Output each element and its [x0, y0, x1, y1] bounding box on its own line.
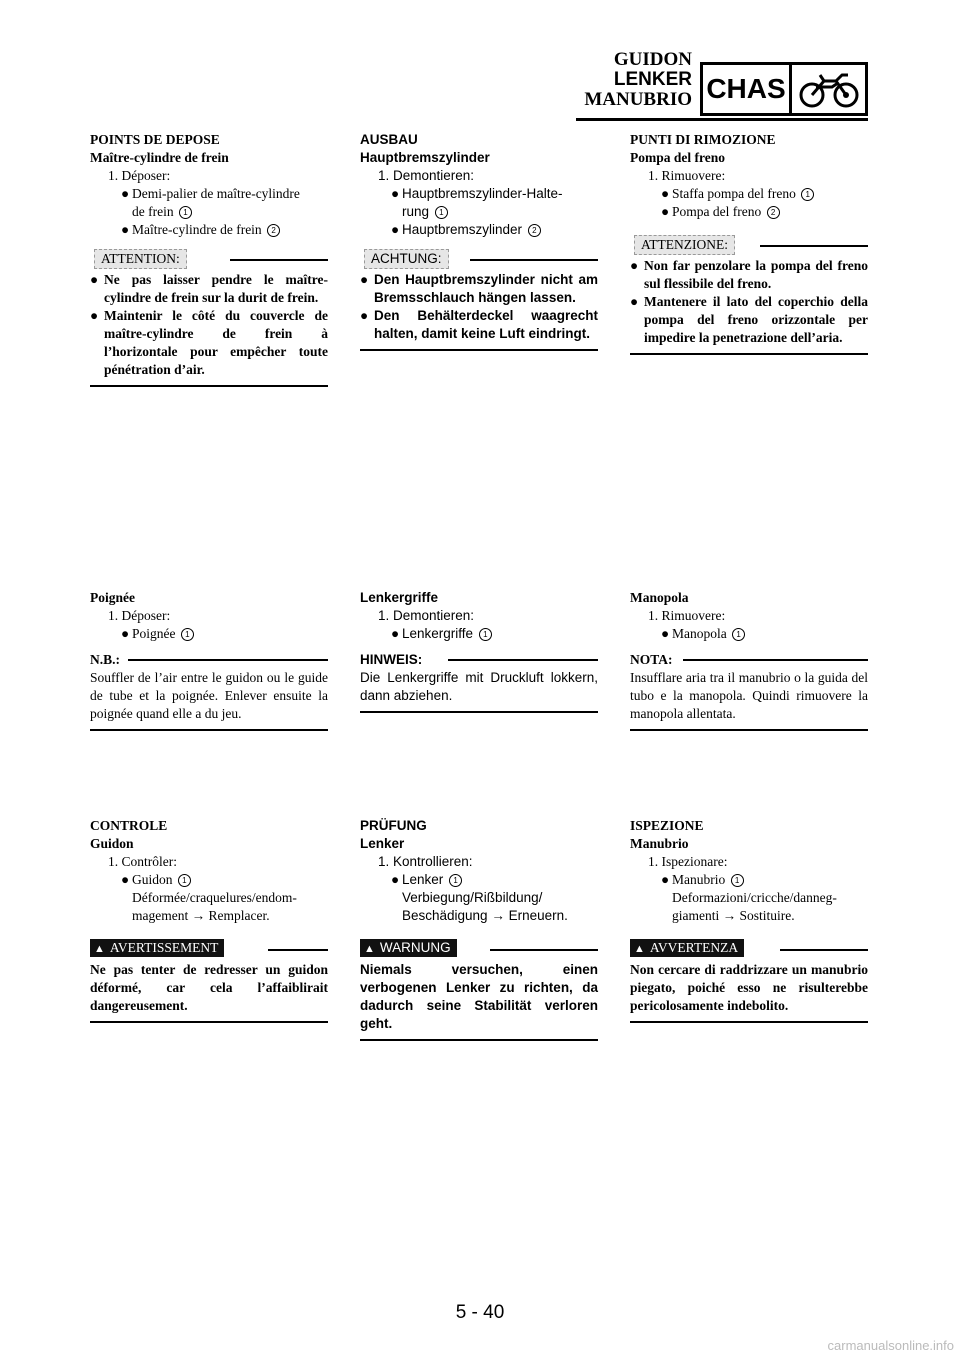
de-warning-label: ▲ WARNUNG: [360, 939, 457, 957]
fr-caution-item-2: ● Maintenir le côté du couvercle de maître-cylindre de frein à l’horizontale pour empêcher toute pénétration d’air.: [90, 308, 328, 377]
fr-note-header: [90, 651, 328, 669]
fr-warning-end-rule: [90, 1021, 328, 1023]
it-caution-header: [630, 235, 868, 257]
de-warning-header: [360, 939, 598, 961]
section-icon-box: [792, 62, 868, 116]
de-warning-text: Niemals versuchen, einen verbogenen Lenker zu richten, da dadurch seine Stabilität verloren geht.: [360, 962, 598, 1031]
it-warning-header: [630, 939, 868, 961]
callout-1-icon: 1: [732, 628, 745, 641]
fr-inspection-subtitle: Guidon: [90, 836, 134, 851]
de-removal-title: AUSBAU: [360, 132, 418, 147]
fr-inspection-detail-1: Déformée/craquelures/endom-: [132, 890, 297, 905]
fr-inspection-step: 1. Contrôler:: [108, 854, 177, 869]
it-removal-step: 1. Rimuovere:: [648, 168, 726, 183]
it-removal-item-2: ● Pompa del freno 2: [630, 203, 868, 221]
fr-removal-title: POINTS DE DEPOSE: [90, 132, 220, 147]
fr-removal-item-2: ● Maître-cylindre de frein 2: [90, 221, 328, 239]
fr-grip-item: ● Poignée 1: [90, 625, 328, 643]
fr-grip-section: [90, 589, 328, 731]
fr-warning-text: Ne pas tenter de redresser un guidon déformé, car cela l’affaiblirait dangereusement.: [90, 962, 328, 1013]
de-inspection-subtitle: Lenker: [360, 836, 405, 851]
fr-removal-item-1: ● Demi-palier de maître-cylindre: [121, 186, 300, 201]
it-grip-section: [630, 589, 868, 731]
callout-1-icon: 1: [731, 874, 744, 887]
it-removal-subtitle: Pompa del freno: [630, 150, 725, 165]
fr-removal-item-1-cont: de frein 1: [90, 203, 328, 221]
warning-triangle-icon: ▲: [364, 943, 375, 955]
it-warning-text: Non cercare di raddrizzare un manubrio piegato, poiché esso ne risulterebbe pericolosamente indebolito.: [630, 962, 868, 1013]
it-inspection-detail-2: giamenti → Sostituire.: [672, 908, 795, 923]
fr-removal-section: [90, 131, 328, 387]
warning-triangle-icon: ▲: [94, 943, 105, 955]
callout-1-icon: 1: [449, 874, 462, 887]
fr-inspection-title: CONTROLE: [90, 818, 168, 833]
de-note-end-rule: [360, 711, 598, 713]
fr-removal-subtitle: Maître-cylindre de frein: [90, 150, 229, 165]
it-inspection-title: ISPEZIONE: [630, 818, 704, 833]
it-inspection-item: ● Manubrio 1: [630, 871, 868, 889]
de-note-label: HINWEIS:: [360, 652, 423, 667]
it-grip-step: 1. Rimuovere:: [648, 608, 726, 623]
de-caution-end-rule: [360, 349, 598, 351]
fr-grip-title: Poignée: [90, 590, 135, 605]
it-note-text: Insufflare aria tra il manubrio o la guida del tubo e la manopola. Quindi rimuovere la manopola allentata.: [630, 670, 868, 721]
fr-removal-step: 1. Déposer:: [108, 168, 171, 183]
de-grip-section: [360, 589, 598, 713]
it-note-label: NOTA:: [630, 652, 673, 667]
it-inspection-section: [630, 817, 868, 1023]
callout-1-icon: 1: [179, 206, 192, 219]
fr-inspection-section: [90, 817, 328, 1023]
fr-warning-label: ▲ AVERTISSEMENT: [90, 939, 224, 957]
de-inspection-detail-2: Beschädigung → Erneuern.: [402, 908, 568, 923]
de-removal-item-2: ● Hauptbremszylinder 2: [360, 221, 598, 239]
de-inspection-item: ● Lenker 1: [360, 871, 598, 889]
it-note-header: [630, 651, 868, 669]
fr-grip-step: 1. Déposer:: [108, 608, 171, 623]
it-caution-label: ATTENZIONE:: [634, 235, 735, 255]
callout-1-icon: 1: [178, 874, 191, 887]
page-header-titles: [584, 50, 692, 110]
fr-note-text: Souffler de l’air entre le guidon ou le guide de tube et la poignée. Enlever ensuite la poignée quand elle a du jeu.: [90, 670, 328, 721]
de-removal-step: 1. Demontieren:: [378, 168, 475, 183]
de-caution-item-1: ● Den Hauptbremszylinder nicht am Bremsschlauch hängen lassen.: [360, 272, 598, 305]
de-removal-section: [360, 131, 598, 351]
section-code: CHAS: [706, 73, 786, 104]
title-de: LENKER: [613, 69, 692, 90]
de-grip-step: 1. Demontieren:: [378, 608, 475, 623]
it-caution-item-2: ● Mantenere il lato del coperchio della pompa del freno orizzontale per impedire la penetrazione dell’aria.: [630, 294, 868, 345]
it-removal-item-1: ● Staffa pompa del freno 1: [630, 185, 868, 203]
fr-inspection-item: ● Guidon 1: [90, 871, 328, 889]
fr-caution-item-1: ● Ne pas laisser pendre le maître-cylindre de frein sur la durit de frein.: [90, 272, 328, 305]
watermark: carmanualsonline.info: [827, 1338, 954, 1353]
fr-inspection-detail-2: magement → Remplacer.: [132, 908, 270, 923]
de-removal-subtitle: Hauptbremszylinder: [360, 150, 490, 165]
it-removal-section: [630, 131, 868, 355]
de-inspection-step: 1. Kontrollieren:: [378, 854, 473, 869]
it-grip-title: Manopola: [630, 590, 689, 605]
it-caution-end-rule: [630, 353, 868, 355]
callout-1-icon: 1: [801, 188, 814, 201]
it-inspection-step: 1. Ispezionare:: [648, 854, 728, 869]
it-inspection-detail-1: Deformazioni/cricche/danneg-: [672, 890, 837, 905]
de-warning-end-rule: [360, 1039, 598, 1041]
fr-caution-end-rule: [90, 385, 328, 387]
de-removal-item-1-cont: rung 1: [360, 203, 598, 221]
de-inspection-title: PRÜFUNG: [360, 818, 427, 833]
section-code-box: [700, 62, 792, 116]
de-caution-header: [360, 249, 598, 271]
callout-2-icon: 2: [528, 224, 541, 237]
fr-note-end-rule: [90, 729, 328, 731]
it-grip-item: ● Manopola 1: [630, 625, 868, 643]
de-grip-title: Lenkergriffe: [360, 590, 439, 605]
it-inspection-subtitle: Manubrio: [630, 836, 689, 851]
it-caution-item-1: ● Non far penzolare la pompa del freno sul flessibile del freno.: [630, 258, 868, 291]
title-fr: GUIDON: [613, 49, 692, 70]
it-note-end-rule: [630, 729, 868, 731]
de-note-text: Die Lenkergriffe mit Druckluft lokkern, dann abziehen.: [360, 670, 598, 703]
fr-caution-header: [90, 249, 328, 271]
fr-note-label: N.B.:: [90, 652, 120, 667]
callout-1-icon: 1: [479, 628, 492, 641]
callout-2-icon: 2: [767, 206, 780, 219]
de-caution-item-2: ● Den Behälterdeckel waagrecht halten, damit keine Luft eindringt.: [360, 308, 598, 341]
de-inspection-section: [360, 817, 598, 1041]
warning-triangle-icon: ▲: [634, 943, 645, 955]
callout-1-icon: 1: [181, 628, 194, 641]
page-number: 5 - 40: [455, 1302, 505, 1323]
callout-1-icon: 1: [435, 206, 448, 219]
it-removal-title: PUNTI DI RIMOZIONE: [630, 132, 776, 147]
fr-caution-label: ATTENTION:: [94, 249, 187, 269]
de-inspection-detail-1: Verbiegung/Rißbildung/: [402, 890, 543, 905]
title-it: MANUBRIO: [584, 89, 692, 110]
header-rule: [576, 118, 868, 121]
callout-2-icon: 2: [267, 224, 280, 237]
it-warning-label: ▲ AVVERTENZA: [630, 939, 744, 957]
de-grip-item: ● Lenkergriffe 1: [360, 625, 598, 643]
motorcycle-icon: [792, 65, 865, 113]
fr-warning-header: [90, 939, 328, 961]
it-warning-end-rule: [630, 1021, 868, 1023]
de-note-header: [360, 651, 598, 669]
de-removal-item-1: ● Hauptbremszylinder-Halte-: [391, 186, 563, 201]
de-caution-label: ACHTUNG:: [364, 249, 449, 269]
